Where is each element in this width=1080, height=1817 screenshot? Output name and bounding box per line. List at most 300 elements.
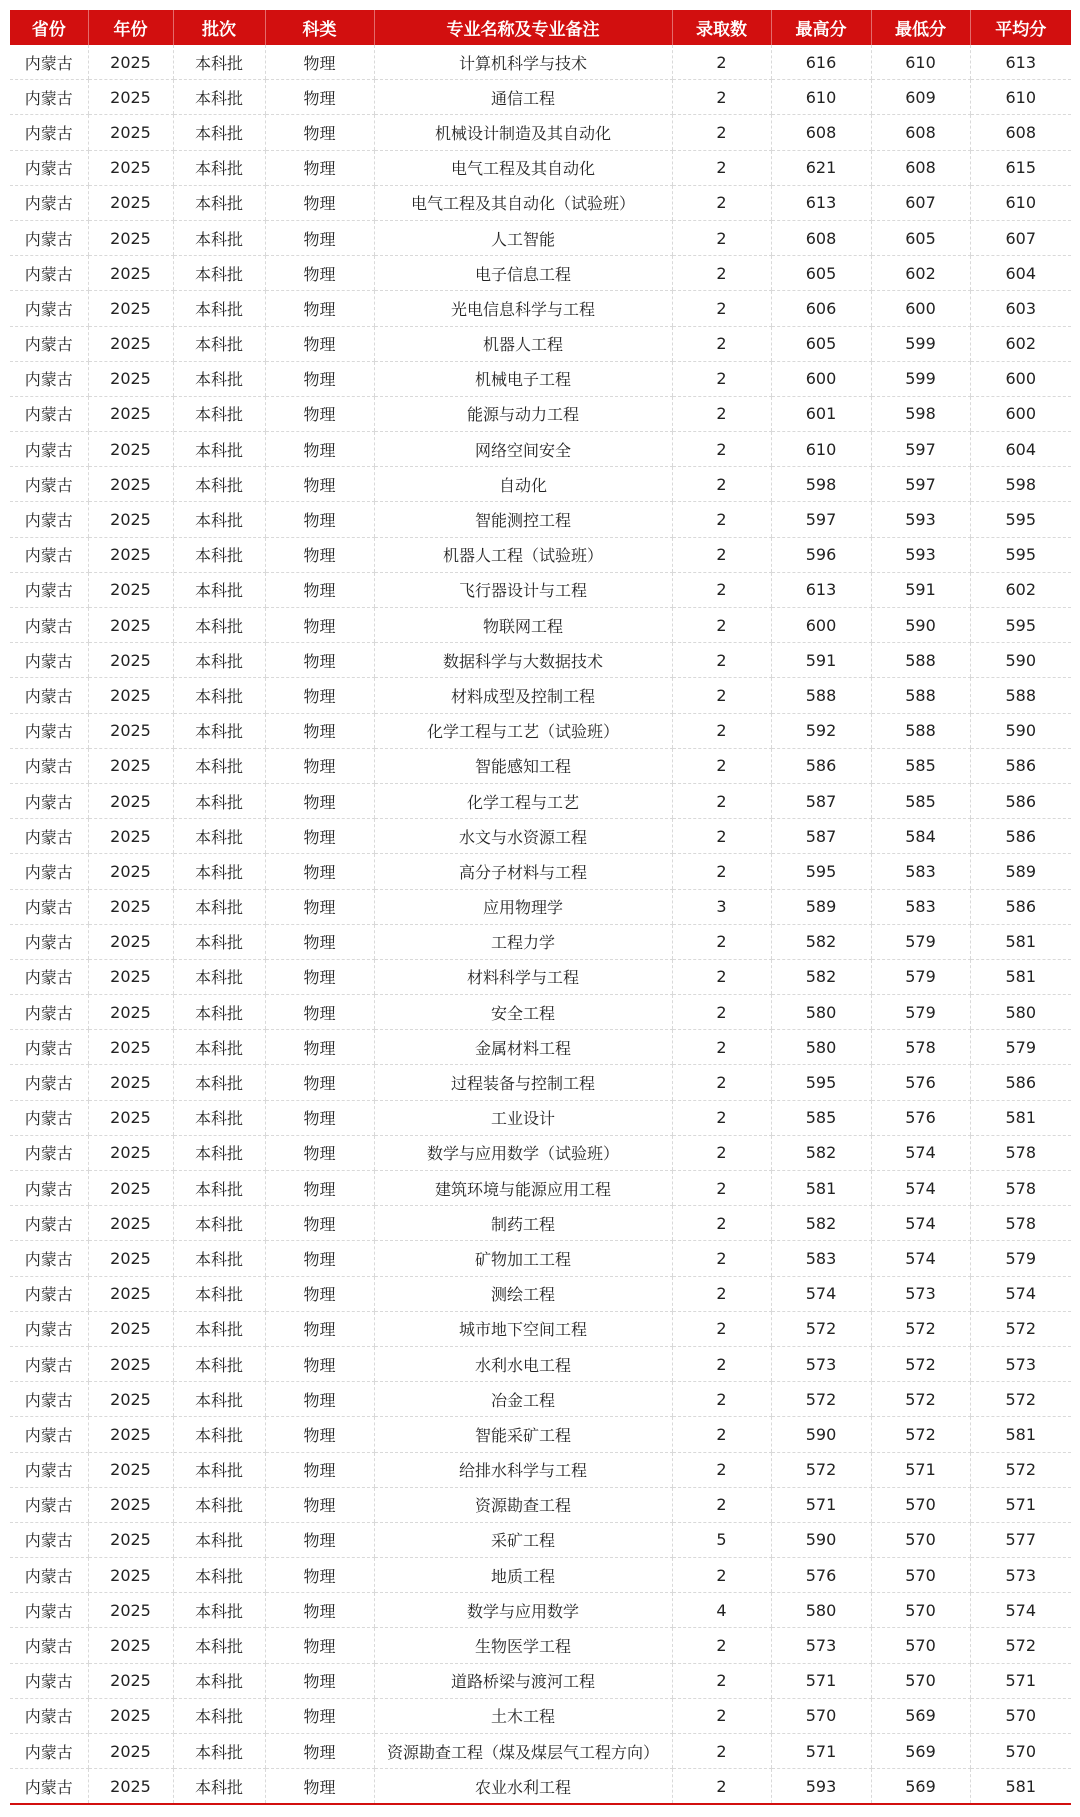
cell-major: 应用物理学 bbox=[374, 889, 672, 924]
cell-max-score: 588 bbox=[771, 678, 871, 713]
cell-min-score: 579 bbox=[871, 924, 970, 959]
table-row bbox=[10, 854, 1071, 889]
cell-province: 内蒙古 bbox=[10, 1346, 88, 1381]
cell-avg-score: 573 bbox=[970, 1346, 1071, 1381]
cell-major: 水文与水资源工程 bbox=[374, 819, 672, 854]
cell-subject: 物理 bbox=[265, 1135, 374, 1170]
cell-min-score: 593 bbox=[871, 502, 970, 537]
cell-subject: 物理 bbox=[265, 1663, 374, 1698]
cell-batch: 本科批 bbox=[173, 1769, 265, 1805]
cell-year: 2025 bbox=[88, 643, 173, 678]
cell-subject: 物理 bbox=[265, 432, 374, 467]
cell-major: 资源勘查工程 bbox=[374, 1487, 672, 1522]
cell-admitted: 2 bbox=[672, 1276, 771, 1311]
cell-year: 2025 bbox=[88, 959, 173, 994]
cell-admitted: 2 bbox=[672, 995, 771, 1030]
cell-admitted: 2 bbox=[672, 1452, 771, 1487]
table-row bbox=[10, 115, 1071, 150]
cell-year: 2025 bbox=[88, 924, 173, 959]
cell-avg-score: 570 bbox=[970, 1734, 1071, 1769]
cell-admitted: 2 bbox=[672, 643, 771, 678]
cell-min-score: 598 bbox=[871, 396, 970, 431]
cell-subject: 物理 bbox=[265, 1593, 374, 1628]
cell-min-score: 599 bbox=[871, 361, 970, 396]
table-row bbox=[10, 1346, 1071, 1381]
cell-admitted: 2 bbox=[672, 819, 771, 854]
cell-min-score: 597 bbox=[871, 467, 970, 502]
cell-major: 城市地下空间工程 bbox=[374, 1311, 672, 1346]
cell-subject: 物理 bbox=[265, 150, 374, 185]
cell-province: 内蒙古 bbox=[10, 115, 88, 150]
cell-year: 2025 bbox=[88, 854, 173, 889]
cell-subject: 物理 bbox=[265, 1522, 374, 1557]
cell-avg-score: 571 bbox=[970, 1663, 1071, 1698]
cell-max-score: 571 bbox=[771, 1487, 871, 1522]
cell-min-score: 585 bbox=[871, 748, 970, 783]
cell-year: 2025 bbox=[88, 1241, 173, 1276]
cell-max-score: 621 bbox=[771, 150, 871, 185]
cell-min-score: 605 bbox=[871, 220, 970, 255]
cell-min-score: 579 bbox=[871, 959, 970, 994]
cell-admitted: 2 bbox=[672, 713, 771, 748]
table-row bbox=[10, 643, 1071, 678]
cell-admitted: 2 bbox=[672, 1663, 771, 1698]
cell-min-score: 570 bbox=[871, 1487, 970, 1522]
cell-province: 内蒙古 bbox=[10, 1487, 88, 1522]
cell-province: 内蒙古 bbox=[10, 1593, 88, 1628]
cell-major: 采矿工程 bbox=[374, 1522, 672, 1557]
cell-min-score: 570 bbox=[871, 1558, 970, 1593]
cell-major: 安全工程 bbox=[374, 995, 672, 1030]
cell-province: 内蒙古 bbox=[10, 748, 88, 783]
cell-avg-score: 572 bbox=[970, 1311, 1071, 1346]
cell-admitted: 2 bbox=[672, 1171, 771, 1206]
cell-min-score: 574 bbox=[871, 1135, 970, 1170]
cell-province: 内蒙古 bbox=[10, 1698, 88, 1733]
cell-province: 内蒙古 bbox=[10, 819, 88, 854]
cell-major: 化学工程与工艺 bbox=[374, 783, 672, 818]
cell-batch: 本科批 bbox=[173, 1030, 265, 1065]
cell-admitted: 2 bbox=[672, 959, 771, 994]
cell-min-score: 578 bbox=[871, 1030, 970, 1065]
cell-province: 内蒙古 bbox=[10, 1135, 88, 1170]
cell-subject: 物理 bbox=[265, 256, 374, 291]
cell-batch: 本科批 bbox=[173, 80, 265, 115]
cell-batch: 本科批 bbox=[173, 1311, 265, 1346]
cell-batch: 本科批 bbox=[173, 361, 265, 396]
cell-subject: 物理 bbox=[265, 80, 374, 115]
cell-batch: 本科批 bbox=[173, 1487, 265, 1522]
cell-min-score: 572 bbox=[871, 1417, 970, 1452]
table-row bbox=[10, 1663, 1071, 1698]
cell-avg-score: 586 bbox=[970, 783, 1071, 818]
cell-max-score: 572 bbox=[771, 1311, 871, 1346]
cell-major: 能源与动力工程 bbox=[374, 396, 672, 431]
cell-batch: 本科批 bbox=[173, 150, 265, 185]
table-row bbox=[10, 185, 1071, 220]
cell-admitted: 2 bbox=[672, 1135, 771, 1170]
cell-batch: 本科批 bbox=[173, 819, 265, 854]
cell-province: 内蒙古 bbox=[10, 467, 88, 502]
cell-year: 2025 bbox=[88, 748, 173, 783]
cell-year: 2025 bbox=[88, 1100, 173, 1135]
cell-admitted: 5 bbox=[672, 1522, 771, 1557]
cell-year: 2025 bbox=[88, 1171, 173, 1206]
table-row bbox=[10, 748, 1071, 783]
cell-subject: 物理 bbox=[265, 1417, 374, 1452]
cell-batch: 本科批 bbox=[173, 502, 265, 537]
cell-year: 2025 bbox=[88, 537, 173, 572]
table-header bbox=[10, 10, 1071, 45]
cell-avg-score: 571 bbox=[970, 1487, 1071, 1522]
cell-min-score: 573 bbox=[871, 1276, 970, 1311]
cell-province: 内蒙古 bbox=[10, 608, 88, 643]
cell-admitted: 2 bbox=[672, 1382, 771, 1417]
table-row bbox=[10, 1171, 1071, 1206]
cell-min-score: 602 bbox=[871, 256, 970, 291]
cell-max-score: 601 bbox=[771, 396, 871, 431]
cell-batch: 本科批 bbox=[173, 256, 265, 291]
cell-province: 内蒙古 bbox=[10, 1311, 88, 1346]
table-row bbox=[10, 537, 1071, 572]
cell-subject: 物理 bbox=[265, 1100, 374, 1135]
cell-avg-score: 598 bbox=[970, 467, 1071, 502]
cell-major: 机械设计制造及其自动化 bbox=[374, 115, 672, 150]
table-row bbox=[10, 1135, 1071, 1170]
cell-year: 2025 bbox=[88, 995, 173, 1030]
cell-admitted: 2 bbox=[672, 572, 771, 607]
cell-province: 内蒙古 bbox=[10, 1734, 88, 1769]
cell-province: 内蒙古 bbox=[10, 396, 88, 431]
cell-avg-score: 570 bbox=[970, 1698, 1071, 1733]
table-row bbox=[10, 889, 1071, 924]
cell-major: 电气工程及其自动化 bbox=[374, 150, 672, 185]
cell-avg-score: 572 bbox=[970, 1452, 1071, 1487]
cell-admitted: 2 bbox=[672, 1100, 771, 1135]
cell-major: 智能感知工程 bbox=[374, 748, 672, 783]
cell-admitted: 2 bbox=[672, 1030, 771, 1065]
cell-max-score: 580 bbox=[771, 1593, 871, 1628]
cell-year: 2025 bbox=[88, 1698, 173, 1733]
cell-max-score: 572 bbox=[771, 1452, 871, 1487]
cell-year: 2025 bbox=[88, 713, 173, 748]
cell-province: 内蒙古 bbox=[10, 1522, 88, 1557]
cell-min-score: 571 bbox=[871, 1452, 970, 1487]
cell-major: 地质工程 bbox=[374, 1558, 672, 1593]
cell-min-score: 572 bbox=[871, 1382, 970, 1417]
cell-max-score: 591 bbox=[771, 643, 871, 678]
cell-avg-score: 579 bbox=[970, 1241, 1071, 1276]
cell-admitted: 2 bbox=[672, 678, 771, 713]
cell-subject: 物理 bbox=[265, 1558, 374, 1593]
cell-year: 2025 bbox=[88, 1663, 173, 1698]
cell-avg-score: 572 bbox=[970, 1628, 1071, 1663]
cell-avg-score: 600 bbox=[970, 396, 1071, 431]
cell-batch: 本科批 bbox=[173, 854, 265, 889]
cell-major: 生物医学工程 bbox=[374, 1628, 672, 1663]
cell-max-score: 595 bbox=[771, 854, 871, 889]
cell-batch: 本科批 bbox=[173, 608, 265, 643]
cell-year: 2025 bbox=[88, 1382, 173, 1417]
cell-major: 计算机科学与技术 bbox=[374, 45, 672, 80]
cell-province: 内蒙古 bbox=[10, 1171, 88, 1206]
table-row bbox=[10, 80, 1071, 115]
cell-max-score: 574 bbox=[771, 1276, 871, 1311]
cell-admitted: 2 bbox=[672, 150, 771, 185]
cell-batch: 本科批 bbox=[173, 1382, 265, 1417]
cell-subject: 物理 bbox=[265, 1065, 374, 1100]
table-row bbox=[10, 256, 1071, 291]
cell-admitted: 2 bbox=[672, 854, 771, 889]
cell-min-score: 583 bbox=[871, 854, 970, 889]
table-row bbox=[10, 924, 1071, 959]
cell-major: 机器人工程 bbox=[374, 326, 672, 361]
cell-avg-score: 610 bbox=[970, 80, 1071, 115]
cell-year: 2025 bbox=[88, 1452, 173, 1487]
cell-max-score: 605 bbox=[771, 256, 871, 291]
admission-scores-table bbox=[10, 10, 1071, 1805]
cell-province: 内蒙古 bbox=[10, 959, 88, 994]
table-row bbox=[10, 467, 1071, 502]
cell-province: 内蒙古 bbox=[10, 1628, 88, 1663]
cell-major: 测绘工程 bbox=[374, 1276, 672, 1311]
cell-max-score: 573 bbox=[771, 1628, 871, 1663]
cell-batch: 本科批 bbox=[173, 115, 265, 150]
cell-year: 2025 bbox=[88, 150, 173, 185]
cell-batch: 本科批 bbox=[173, 889, 265, 924]
cell-min-score: 608 bbox=[871, 150, 970, 185]
cell-province: 内蒙古 bbox=[10, 1558, 88, 1593]
cell-admitted: 2 bbox=[672, 924, 771, 959]
cell-year: 2025 bbox=[88, 80, 173, 115]
cell-year: 2025 bbox=[88, 1734, 173, 1769]
cell-admitted: 2 bbox=[672, 185, 771, 220]
cell-batch: 本科批 bbox=[173, 1452, 265, 1487]
table-row bbox=[10, 819, 1071, 854]
cell-year: 2025 bbox=[88, 608, 173, 643]
cell-major: 材料成型及控制工程 bbox=[374, 678, 672, 713]
cell-max-score: 596 bbox=[771, 537, 871, 572]
cell-avg-score: 581 bbox=[970, 959, 1071, 994]
cell-avg-score: 574 bbox=[970, 1593, 1071, 1628]
cell-year: 2025 bbox=[88, 1417, 173, 1452]
cell-admitted: 2 bbox=[672, 1487, 771, 1522]
cell-year: 2025 bbox=[88, 185, 173, 220]
cell-avg-score: 613 bbox=[970, 45, 1071, 80]
cell-min-score: 569 bbox=[871, 1698, 970, 1733]
cell-major: 矿物加工工程 bbox=[374, 1241, 672, 1276]
table-row bbox=[10, 1734, 1071, 1769]
cell-admitted: 2 bbox=[672, 1628, 771, 1663]
cell-admitted: 2 bbox=[672, 45, 771, 80]
cell-batch: 本科批 bbox=[173, 396, 265, 431]
cell-min-score: 576 bbox=[871, 1100, 970, 1135]
cell-batch: 本科批 bbox=[173, 537, 265, 572]
cell-year: 2025 bbox=[88, 115, 173, 150]
cell-year: 2025 bbox=[88, 220, 173, 255]
cell-major: 物联网工程 bbox=[374, 608, 672, 643]
cell-subject: 物理 bbox=[265, 185, 374, 220]
cell-province: 内蒙古 bbox=[10, 572, 88, 607]
cell-admitted: 2 bbox=[672, 1558, 771, 1593]
cell-avg-score: 615 bbox=[970, 150, 1071, 185]
cell-subject: 物理 bbox=[265, 1276, 374, 1311]
cell-max-score: 587 bbox=[771, 819, 871, 854]
cell-max-score: 593 bbox=[771, 1769, 871, 1805]
cell-year: 2025 bbox=[88, 572, 173, 607]
header-max-score: 最高分 bbox=[771, 10, 871, 45]
cell-max-score: 605 bbox=[771, 326, 871, 361]
cell-year: 2025 bbox=[88, 291, 173, 326]
cell-avg-score: 581 bbox=[970, 924, 1071, 959]
cell-avg-score: 578 bbox=[970, 1206, 1071, 1241]
cell-min-score: 574 bbox=[871, 1206, 970, 1241]
cell-avg-score: 586 bbox=[970, 1065, 1071, 1100]
cell-subject: 物理 bbox=[265, 1487, 374, 1522]
cell-province: 内蒙古 bbox=[10, 678, 88, 713]
cell-year: 2025 bbox=[88, 1593, 173, 1628]
cell-min-score: 591 bbox=[871, 572, 970, 607]
cell-avg-score: 608 bbox=[970, 115, 1071, 150]
cell-subject: 物理 bbox=[265, 1206, 374, 1241]
table-row bbox=[10, 572, 1071, 607]
table-row bbox=[10, 150, 1071, 185]
cell-avg-score: 581 bbox=[970, 1100, 1071, 1135]
cell-min-score: 583 bbox=[871, 889, 970, 924]
cell-province: 内蒙古 bbox=[10, 1100, 88, 1135]
header-province: 省份 bbox=[10, 10, 88, 45]
cell-max-score: 616 bbox=[771, 45, 871, 80]
table-row bbox=[10, 220, 1071, 255]
cell-subject: 物理 bbox=[265, 361, 374, 396]
cell-subject: 物理 bbox=[265, 502, 374, 537]
cell-batch: 本科批 bbox=[173, 748, 265, 783]
cell-admitted: 2 bbox=[672, 608, 771, 643]
cell-major: 过程装备与控制工程 bbox=[374, 1065, 672, 1100]
cell-avg-score: 595 bbox=[970, 608, 1071, 643]
cell-batch: 本科批 bbox=[173, 1558, 265, 1593]
cell-avg-score: 590 bbox=[970, 643, 1071, 678]
cell-max-score: 576 bbox=[771, 1558, 871, 1593]
cell-subject: 物理 bbox=[265, 326, 374, 361]
cell-admitted: 2 bbox=[672, 1346, 771, 1381]
cell-avg-score: 580 bbox=[970, 995, 1071, 1030]
cell-major: 网络空间安全 bbox=[374, 432, 672, 467]
cell-province: 内蒙古 bbox=[10, 45, 88, 80]
cell-major: 资源勘查工程（煤及煤层气工程方向） bbox=[374, 1734, 672, 1769]
cell-min-score: 608 bbox=[871, 115, 970, 150]
cell-year: 2025 bbox=[88, 1769, 173, 1805]
cell-max-score: 571 bbox=[771, 1734, 871, 1769]
cell-year: 2025 bbox=[88, 1135, 173, 1170]
cell-subject: 物理 bbox=[265, 1346, 374, 1381]
cell-batch: 本科批 bbox=[173, 1135, 265, 1170]
header-admitted: 录取数 bbox=[672, 10, 771, 45]
cell-min-score: 569 bbox=[871, 1734, 970, 1769]
cell-min-score: 610 bbox=[871, 45, 970, 80]
cell-min-score: 574 bbox=[871, 1171, 970, 1206]
cell-max-score: 608 bbox=[771, 115, 871, 150]
cell-subject: 物理 bbox=[265, 1171, 374, 1206]
table-row bbox=[10, 1206, 1071, 1241]
cell-province: 内蒙古 bbox=[10, 185, 88, 220]
cell-max-score: 610 bbox=[771, 432, 871, 467]
cell-major: 智能采矿工程 bbox=[374, 1417, 672, 1452]
cell-major: 制药工程 bbox=[374, 1206, 672, 1241]
cell-province: 内蒙古 bbox=[10, 150, 88, 185]
table-row bbox=[10, 45, 1071, 80]
table-row bbox=[10, 1382, 1071, 1417]
table-row bbox=[10, 1769, 1071, 1805]
cell-subject: 物理 bbox=[265, 1769, 374, 1805]
cell-max-score: 570 bbox=[771, 1698, 871, 1733]
cell-avg-score: 590 bbox=[970, 713, 1071, 748]
cell-subject: 物理 bbox=[265, 572, 374, 607]
cell-batch: 本科批 bbox=[173, 1698, 265, 1733]
header-subject: 科类 bbox=[265, 10, 374, 45]
cell-batch: 本科批 bbox=[173, 713, 265, 748]
cell-batch: 本科批 bbox=[173, 1171, 265, 1206]
cell-year: 2025 bbox=[88, 783, 173, 818]
cell-avg-score: 610 bbox=[970, 185, 1071, 220]
cell-avg-score: 577 bbox=[970, 1522, 1071, 1557]
cell-subject: 物理 bbox=[265, 1698, 374, 1733]
cell-admitted: 2 bbox=[672, 361, 771, 396]
cell-major: 建筑环境与能源应用工程 bbox=[374, 1171, 672, 1206]
cell-province: 内蒙古 bbox=[10, 291, 88, 326]
table-row bbox=[10, 291, 1071, 326]
cell-avg-score: 578 bbox=[970, 1135, 1071, 1170]
cell-subject: 物理 bbox=[265, 713, 374, 748]
cell-subject: 物理 bbox=[265, 45, 374, 80]
cell-min-score: 579 bbox=[871, 995, 970, 1030]
cell-major: 电气工程及其自动化（试验班） bbox=[374, 185, 672, 220]
cell-avg-score: 600 bbox=[970, 361, 1071, 396]
cell-major: 道路桥梁与渡河工程 bbox=[374, 1663, 672, 1698]
cell-avg-score: 602 bbox=[970, 572, 1071, 607]
cell-admitted: 2 bbox=[672, 256, 771, 291]
cell-avg-score: 595 bbox=[970, 502, 1071, 537]
table-row bbox=[10, 608, 1071, 643]
cell-batch: 本科批 bbox=[173, 326, 265, 361]
cell-admitted: 3 bbox=[672, 889, 771, 924]
cell-subject: 物理 bbox=[265, 467, 374, 502]
cell-min-score: 584 bbox=[871, 819, 970, 854]
cell-major: 农业水利工程 bbox=[374, 1769, 672, 1805]
cell-batch: 本科批 bbox=[173, 291, 265, 326]
cell-year: 2025 bbox=[88, 1522, 173, 1557]
cell-subject: 物理 bbox=[265, 1382, 374, 1417]
table-row bbox=[10, 361, 1071, 396]
header-min-score: 最低分 bbox=[871, 10, 970, 45]
cell-subject: 物理 bbox=[265, 608, 374, 643]
cell-province: 内蒙古 bbox=[10, 1206, 88, 1241]
cell-batch: 本科批 bbox=[173, 467, 265, 502]
table-row bbox=[10, 1065, 1071, 1100]
cell-batch: 本科批 bbox=[173, 45, 265, 80]
cell-province: 内蒙古 bbox=[10, 432, 88, 467]
cell-max-score: 610 bbox=[771, 80, 871, 115]
table-row bbox=[10, 1487, 1071, 1522]
cell-min-score: 570 bbox=[871, 1593, 970, 1628]
cell-avg-score: 579 bbox=[970, 1030, 1071, 1065]
cell-year: 2025 bbox=[88, 1487, 173, 1522]
cell-year: 2025 bbox=[88, 467, 173, 502]
table-row bbox=[10, 1311, 1071, 1346]
cell-year: 2025 bbox=[88, 502, 173, 537]
cell-batch: 本科批 bbox=[173, 1522, 265, 1557]
table-row bbox=[10, 1522, 1071, 1557]
